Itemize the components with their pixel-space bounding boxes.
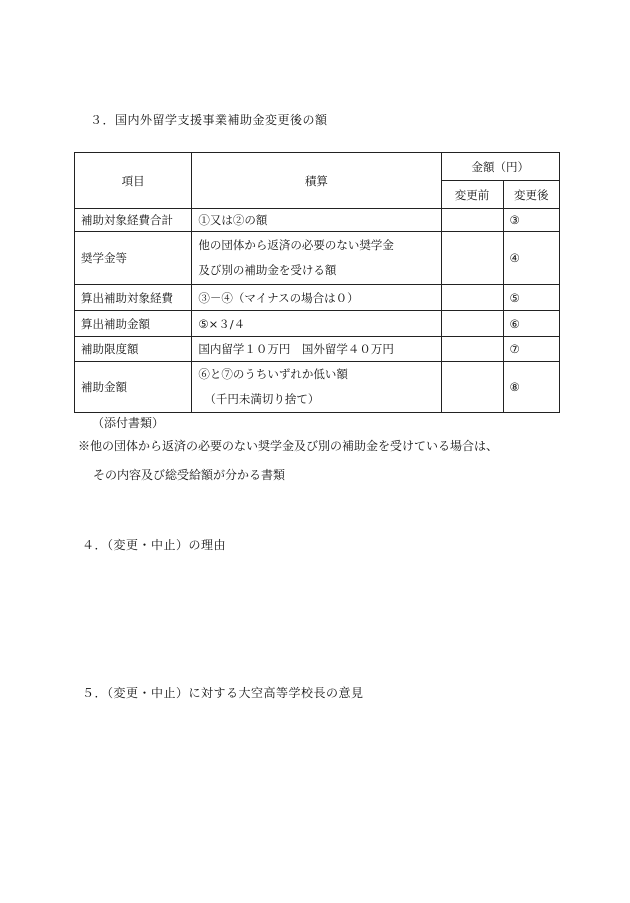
row-after: ④ (503, 232, 560, 285)
row-calc: ⑤×３/４ (192, 311, 441, 337)
attachment-note-line-2: その内容及び総受給額が分かる書類 (93, 468, 286, 482)
table-row (75, 337, 560, 362)
row-calc-line: 他の団体から返済の必要のない奨学金 (198, 238, 394, 252)
row-after: ⑥ (503, 311, 560, 337)
row-after: ⑧ (503, 362, 560, 413)
row-calc (192, 362, 441, 413)
attachment-label: （添付書類） (92, 416, 165, 430)
table-row (75, 362, 560, 413)
row-calc-line: ⑥と⑦のうちいずれか低い額 (198, 367, 348, 381)
row-after: ⑤ (503, 285, 560, 311)
row-item: 補助対象経費合計 (75, 209, 192, 232)
row-calc: 国内留学１０万円 国外留学４０万円 (192, 337, 441, 362)
header-after: 変更後 (503, 181, 560, 209)
row-before (441, 311, 503, 337)
row-calc-line: （千円未満切り捨て） (204, 392, 320, 406)
row-before (441, 285, 503, 311)
row-before (441, 362, 503, 413)
row-item: 補助限度額 (75, 337, 192, 362)
row-calc-line: 及び別の補助金を受ける額 (198, 263, 337, 277)
section-4-title: ４．（変更・中止）の理由 (82, 538, 227, 552)
table-row (75, 285, 560, 311)
row-calc: ①又は②の額 (192, 209, 441, 232)
row-item: 補助金額 (75, 362, 192, 413)
section-5-title: ５．（変更・中止）に対する大空高等学校長の意見 (82, 686, 364, 700)
subsidy-amount-table (74, 152, 560, 413)
row-after: ③ (503, 209, 560, 232)
row-after: ⑦ (503, 337, 560, 362)
row-item: 算出補助対象経費 (75, 285, 192, 311)
table-header-row (75, 153, 560, 181)
section-3-title: ３．国内外留学支援事業補助金変更後の額 (90, 113, 328, 127)
table-row (75, 311, 560, 337)
row-before (441, 209, 503, 232)
header-before: 変更前 (441, 181, 503, 209)
row-item: 奨学金等 (75, 232, 192, 285)
header-amount: 金額（円） (441, 153, 560, 181)
row-calc (192, 232, 441, 285)
row-before (441, 232, 503, 285)
attachment-note-line-1: ※他の団体から返済の必要のない奨学金及び別の補助金を受けている場合は、 (78, 439, 499, 453)
header-item: 項目 (75, 153, 192, 209)
header-calc: 積算 (192, 153, 441, 209)
row-before (441, 337, 503, 362)
row-item: 算出補助金額 (75, 311, 192, 337)
table-row (75, 209, 560, 232)
table-row (75, 232, 560, 285)
row-calc: ③－④（マイナスの場合は０） (192, 285, 441, 311)
